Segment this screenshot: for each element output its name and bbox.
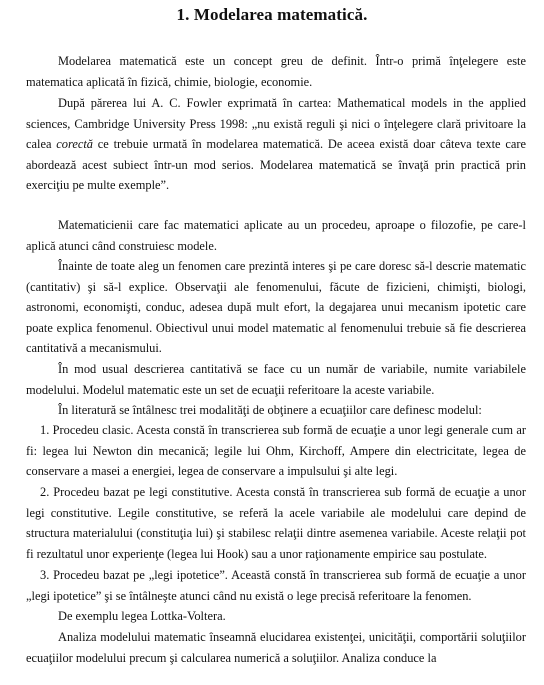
list-item-hypothetical: 3. Procedeu bazat pe „legi ipotetice”. Această constă în transcrierea sub formă de ecuaţie a unor „legi ipotetice” şi se întâlneşte atunci când nu există o lege precisă referitoare la fenomen. [26, 568, 526, 603]
fowler-emphasis: corectă [56, 137, 93, 151]
fowler-text-start: După părerea lui A. C. Fowler exprimată în cartea: Mathematical models in the applied sciences, Cambridge University Press 1998: „nu există reguli şi nici o înţelegere clară privitoare la calea [26, 96, 526, 151]
paragraph-analysis: Analiza modelului matematic înseamnă elucidarea existenţei, unicităţii, comportării soluţiilor ecuaţiilor modelului precum şi calcularea numerică a soluţiilor. Analiza conduce la [26, 630, 526, 665]
paragraph-modalities: În literatură se întâlnesc trei modalităţi de obţinere a ecuaţiilor care definesc modelul: [58, 403, 482, 417]
list-item-constitutive: 2. Procedeu bazat pe legi constitutive. Acesta constă în transcrierea sub formă de ecuaţie a unor legi constitutive. Legile constitutive, se referă la acele variabile ale modelului care depind de structura materialului (constituţia lui) şi stabilesc relaţii dintre asemenea variabile. Aceste relaţii pot fi rezultatul unor experienţe (legea lui Hook) sau a unor raţionamente empirice sau postulate. [26, 485, 526, 561]
list-item-classic: 1. Procedeu clasic. Acesta constă în transcrierea sub formă de ecuaţie a unor legi generale cum ar fi: legea lui Newton din mecanică; legile lui Ohm, Kirchoff, Ampere din electricitate, legea de conservare a masei a energiei, legea de conservare a impulsului şi alte legi. [26, 423, 526, 478]
page-title: 1. Modelarea matematică. [176, 5, 368, 24]
paragraph-intro: Modelarea matematică este un concept greu de definit. Într-o primă înţelegere este matematica aplicată în fizică, chimie, biologie, economie. [26, 54, 526, 89]
paragraph-phenomenon: Înainte de toate aleg un fenomen care prezintă interes şi pe care doresc să-l descrie matematic (cantitativ) şi să-l explice. Observaţii ale fenomenului, făcute de fizicieni, chimişti, biologi, astronomi, economişti, conduc, adesea după mult efort, la degajarea unui mecanism ipotetic care poate explica fenomenul. Obiectivul unui model matematic al fenomenului trebuie să fie descrierea cantitativă a mecanismului. [26, 259, 526, 355]
paragraph-mathematicians: Matematicienii care fac matematici aplicate au un procedeu, aproape o filozofie, pe care-l aplică atunci când construiesc modele. [26, 218, 526, 253]
paragraph-variables: În mod usual descrierea cantitativă se face cu un număr de variabile, numite variabilele modelului. Modelul matematic este un set de ecuaţii referitoare la aceste variabile. [26, 362, 526, 397]
paragraph-fowler [26, 93, 526, 196]
fowler-text-end: ce trebuie urmată în modelarea matematică. De aceea există doar câteva texte care abordează acest subiect într-un mod serios. Modelarea matematică se învaţă prin practică prin exerciţiu pe multe exemple”. [26, 137, 526, 192]
paragraph-example: De exemplu legea Lottka-Voltera. [58, 609, 226, 623]
